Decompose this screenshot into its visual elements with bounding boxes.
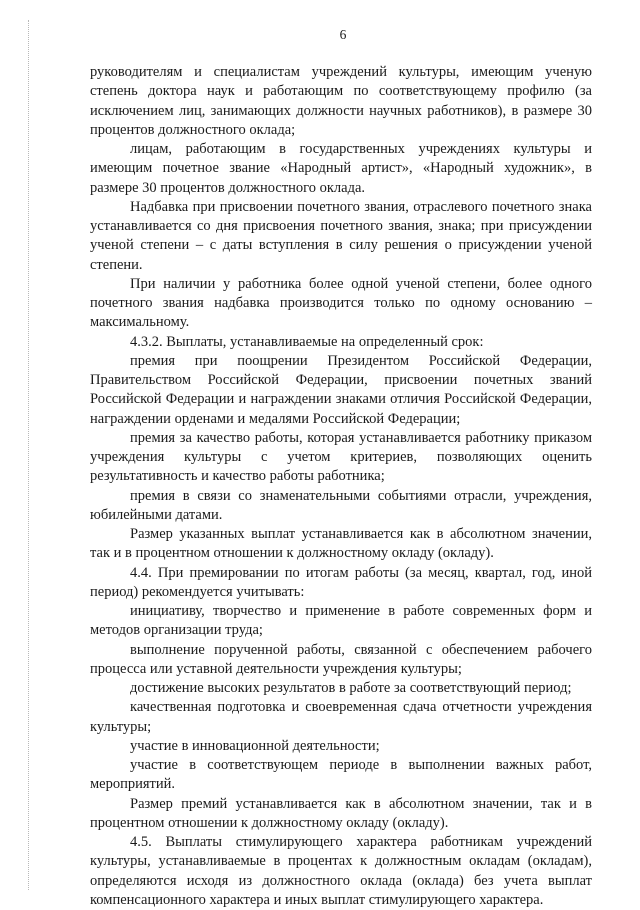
paragraph: премия в связи со знаменательными событиями отрасли, учреждения, юбилейными датами. xyxy=(90,487,592,523)
document-body xyxy=(90,63,592,910)
paragraph: участие в инновационной деятельности; xyxy=(130,737,380,754)
paragraph: 4.3.2. Выплаты, устанавливаемые на определенный срок: xyxy=(130,333,484,350)
paragraph: инициативу, творчество и применение в работе современных форм и методов организации труда; xyxy=(90,603,592,639)
paragraph: качественная подготовка и своевременная сдача отчетности учреждения культуры; xyxy=(90,699,592,735)
paragraph: премия при поощрении Президентом Российской Федерации, Правительством Российской Федерации, присвоении почетных званий Российской Федерации и награждении знаками отличия Российской Федерации, награждении орденами и медалями Российской Федерации; xyxy=(90,352,592,427)
paragraph: 4.4. При премировании по итогам работы (за месяц, квартал, год, иной период) рекомендуется учитывать: xyxy=(90,564,592,600)
page-number: 6 xyxy=(339,27,347,42)
paragraph: Надбавка при присвоении почетного звания, отраслевого почетного знака устанавливается со дня присвоения почетного звания, знака; при присуждении ученой степени – с даты вступления в силу решения о присуждении ученой степени. xyxy=(90,198,592,273)
paragraph: участие в соответствующем периоде в выполнении важных работ, мероприятий. xyxy=(90,757,592,793)
paragraph: лицам, работающим в государственных учреждениях культуры и имеющим почетное звание «Народный артист», «Народный художник», в размере 30 процентов должностного оклада. xyxy=(90,141,592,196)
paragraph: Размер премий устанавливается как в абсолютном значении, так и в процентном отношении к должностному окладу (окладу). xyxy=(90,795,592,831)
paragraph: премия за качество работы, которая устанавливается работнику приказом учреждения культуры с учетом критериев, позволяющих оценить результативность и качество работы работника; xyxy=(90,429,592,485)
paragraph: выполнение порученной работы, связанной с обеспечением рабочего процесса или уставной деятельности учреждения культуры; xyxy=(90,641,592,677)
scan-edge-line xyxy=(28,20,29,890)
paragraph: Размер указанных выплат устанавливается как в абсолютном значении, так и в процентном отношении к должностному окладу (окладу). xyxy=(90,526,592,562)
paragraph: руководителям и специалистам учреждений культуры, имеющим ученую степень доктора наук и работающим по соответствующему профилю (за исключением лиц, занимающих должности научных работников), в размере 30 процентов должностного оклада; xyxy=(90,64,592,138)
paragraph: 4.5. Выплаты стимулирующего характера работникам учреждений культуры, устанавливаемые в процентах к должностным окладам (окладам), определяются исходя из должностного оклада (оклада) без учета выплат компенсационного характера и иных выплат стимулирующего характера. xyxy=(90,834,592,908)
paragraph: При наличии у работника более одной ученой степени, более одного почетного звания надбавка производится только по одному основанию – максимальному. xyxy=(90,275,592,331)
paragraph: достижение высоких результатов в работе за соответствующий период; xyxy=(130,680,572,696)
